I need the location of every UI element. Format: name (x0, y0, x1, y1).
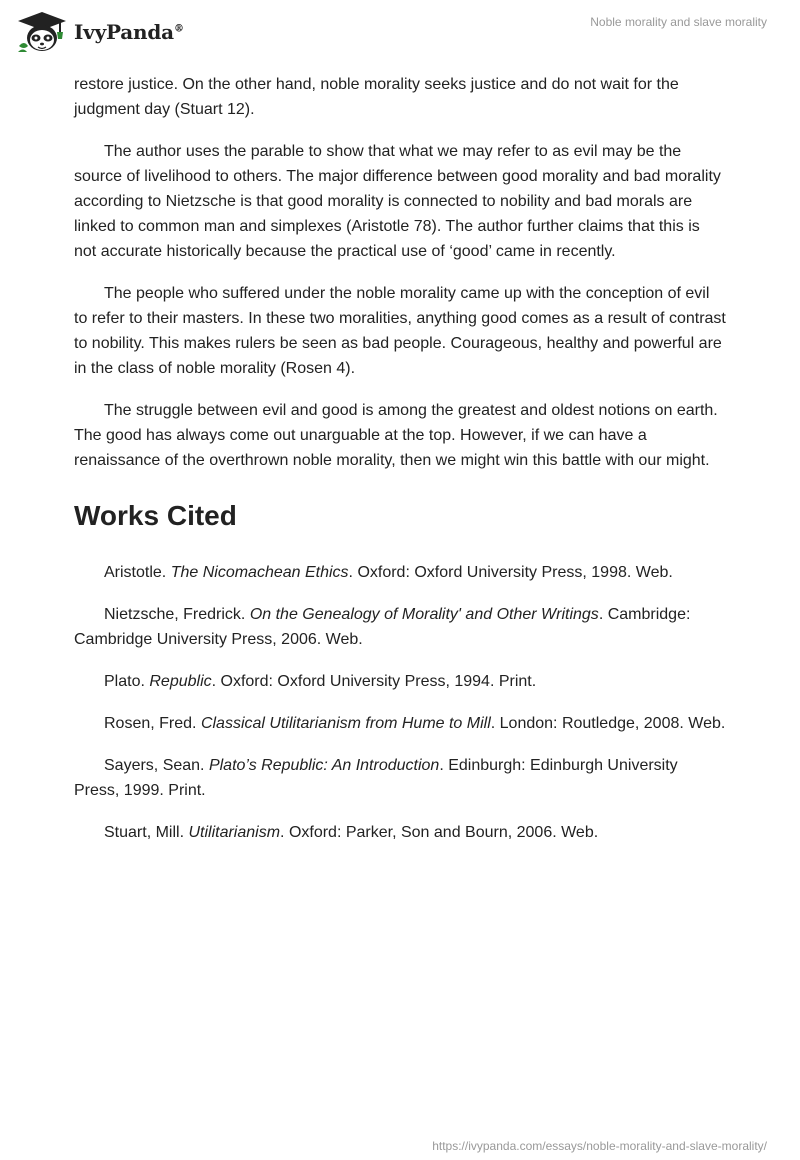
body-paragraph: restore justice. On the other hand, noble morality seeks justice and do not wait for the judgment day (Stuart 12). (74, 76, 679, 118)
citation-entry: Rosen, Fred. Classical Utilitarianism from Hume to Mill. London: Routledge, 2008. Web. (104, 715, 726, 732)
logo-wordmark: IvyPanda® (74, 20, 184, 44)
citation-entry: Plato. Republic. Oxford: Oxford University Press, 1994. Print. (104, 673, 537, 690)
citation-entry: Aristotle. The Nicomachean Ethics. Oxford: Oxford University Press, 1998. Web. (104, 564, 673, 581)
essay-content (74, 72, 726, 862)
citation-entry: Nietzsche, Fredrick. On the Genealogy of Morality' and Other Writings. Cambridge: Cambridge University Press, 2006. Web. (74, 606, 691, 648)
ivypanda-logo[interactable] (14, 10, 184, 54)
citation-entry: Stuart, Mill. Utilitarianism. Oxford: Parker, Son and Bourn, 2006. Web. (104, 824, 599, 841)
source-url[interactable]: https://ivypanda.com/essays/noble-morality-and-slave-morality/ (432, 1139, 767, 1153)
running-title: Noble morality and slave morality (590, 15, 767, 29)
panda-graduate-icon (14, 10, 70, 54)
body-paragraph: The author uses the parable to show that what we may refer to as evil may be the source of livelihood to others. The major difference between good morality and bad morality according to Nietzsche is that good morality is connected to nobility and bad morals are linked to common man and simplexes (Aristotle 78). The author further claims that this is not accurate historically because the practical use of ‘good’ came in recently. (74, 143, 721, 260)
citation-entry: Sayers, Sean. Plato’s Republic: An Introduction. Edinburgh: Edinburgh University Press, 1999. Print. (74, 757, 678, 799)
works-cited-heading: Works Cited (74, 500, 237, 531)
body-paragraph: The struggle between evil and good is among the greatest and oldest notions on earth. The good has always come out unarguable at the top. However, if we can have a renaissance of the overthrown noble morality, then we might win this battle with our might. (74, 402, 718, 469)
body-paragraph: The people who suffered under the noble morality came up with the conception of evil to refer to their masters. In these two moralities, anything good comes as a result of contrast to nobility. This makes rulers be seen as bad people. Courageous, healthy and powerful are in the class of noble morality (Rosen 4). (74, 285, 726, 377)
